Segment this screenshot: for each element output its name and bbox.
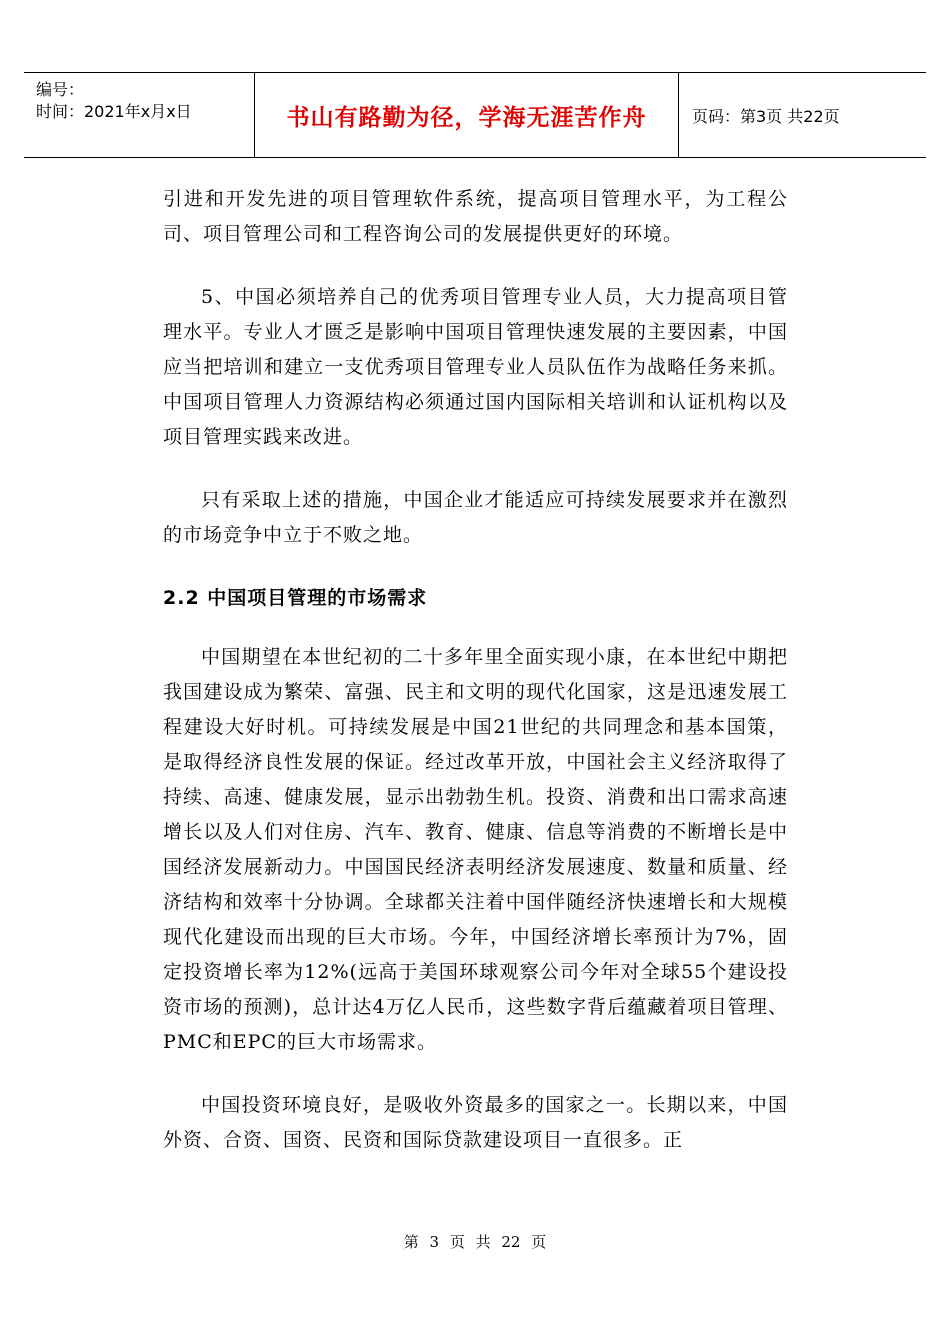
paragraph: 中国投资环境良好，是吸收外资最多的国家之一。长期以来，中国外资、合资、国资、民资和国际贷款建设项目一直很多。正 xyxy=(163,1094,788,1151)
number-label: 编号： xyxy=(36,80,85,99)
header-page-info: 页码：第3页 共22页 xyxy=(692,106,840,126)
paragraph: 中国期望在本世纪初的二十多年里全面实现小康，在本世纪中期把我国建设成为繁荣、富强、民主和文明的现代化国家，这是迅速发展工程建设大好时机。可持续发展是中国21世纪的共同理念和基本国策，是取得经济良性发展的保证。经过改革开放，中国社会主义经济取得了持续、高速、健康发展，显示出勃勃生机。投资、消费和出口需求高速增长以及人们对住房、汽车、教育、健康、信息等消费的不断增长是中国经济发展新动力。中国国民经济表明经济发展速度、数量和质量、经济结构和效率十分协调。全球都关注着中国伴随经济快速增长和大规模现代化建设而出现的巨大市场。今年，中国经济增长率预计为7%，固定投资增长率为12%(远高于美国环球观察公司今年对全球55个建设投资市场的预测)，总计达4万亿人民币，这些数字背后蕴藏着项目管理、PMC和EPC的巨大市场需求。 xyxy=(163,646,788,1053)
header-motto: 书山有路勤为径，学海无涯苦作舟 xyxy=(286,104,647,131)
page-header xyxy=(24,72,926,158)
paragraph: 引进和开发先进的项目管理软件系统，提高项目管理水平，为工程公司、项目管理公司和工程咨询公司的发展提供更好的环境。 xyxy=(163,188,788,245)
time-label: 时间：2021年x月x日 xyxy=(36,102,192,121)
section-heading: 2.2 中国项目管理的市场需求 xyxy=(163,587,428,609)
page-footer: 第 3 页 共 22 页 xyxy=(403,1233,547,1251)
header-meta xyxy=(36,79,192,123)
paragraph: 只有采取上述的措施，中国企业才能适应可持续发展要求并在激烈的市场竞争中立于不败之地。 xyxy=(163,489,788,546)
paragraph: 5、中国必须培养自己的优秀项目管理专业人员，大力提高项目管理水平。专业人才匮乏是影响中国项目管理快速发展的主要因素，中国应当把培训和建立一支优秀项目管理专业人员队伍作为战略任务来抓。中国项目管理人力资源结构必须通过国内国际相关培训和认证机构以及项目管理实践来改进。 xyxy=(163,286,788,448)
document-body xyxy=(163,182,788,1186)
header-divider xyxy=(678,73,679,157)
